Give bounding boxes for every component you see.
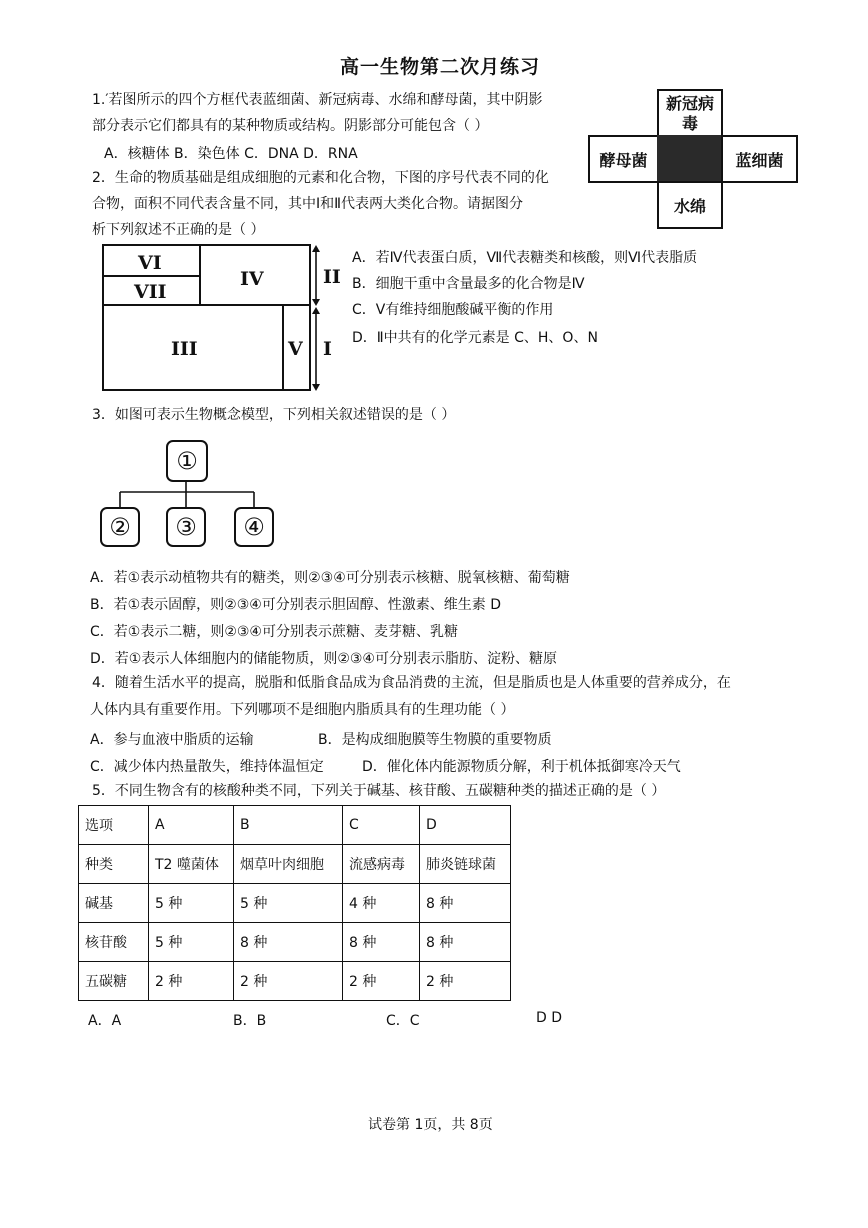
table-cell: 8 种 [343, 923, 420, 962]
q2-stem-line3: 析下列叙述不正确的是（ ） [92, 222, 265, 238]
q2-stem-line1: 2．生命的物质基础是组成细胞的元素和化合物，下图的序号代表不同的化 [92, 170, 549, 186]
q2-option-b: B．细胞干重中含量最多的化合物是Ⅳ [352, 276, 585, 292]
table-row [79, 962, 511, 1001]
q4-option-c: C．减少体内热量散失，维持体温恒定 [90, 759, 324, 775]
table-cell: 8 种 [420, 923, 511, 962]
table-cell: T2 噬菌体 [149, 845, 234, 884]
node-4: ④ [234, 507, 274, 547]
label-vi: VI [138, 252, 162, 274]
outer-area-frame [102, 244, 311, 391]
table-row [79, 845, 511, 884]
q2-option-a: A．若Ⅳ代表蛋白质，Ⅶ代表糖类和核酸，则Ⅵ代表脂质 [352, 250, 698, 266]
arrow-i-head-up [312, 307, 320, 314]
table-cell: 8 种 [420, 884, 511, 923]
tree-connectors-svg [110, 480, 270, 510]
q2-stem-line2: 合物，面积不同代表含量不同，其中Ⅰ和Ⅱ代表两大类化合物。请据图分 [92, 196, 524, 212]
table-cell: 肺炎链球菌 [420, 845, 511, 884]
q3-option-c: C．若①表示二糖，则②③④可分别表示蔗糖、麦芽糖、乳糖 [90, 624, 458, 640]
table-row [79, 806, 511, 845]
q5-option-c: C．C [386, 1013, 420, 1029]
box-cyanobacteria: 蓝细菌 [721, 135, 798, 183]
node-1: ① [166, 440, 208, 482]
table-cell: 2 种 [343, 962, 420, 1001]
table-cell: 种类 [79, 845, 149, 884]
table-cell: 碱基 [79, 884, 149, 923]
table-cell: A [149, 806, 234, 845]
q1-options: A．核糖体 B．染色体 C．DNA D．RNA [104, 146, 358, 162]
page-title: 高一生物第二次月练习 [340, 56, 541, 78]
q2-option-c: C．Ⅴ有维持细胞酸碱平衡的作用 [352, 302, 554, 318]
table-cell: 流感病毒 [343, 845, 420, 884]
label-v: V [288, 338, 303, 360]
divider-iii-v [282, 306, 284, 389]
table-cell: 2 种 [420, 962, 511, 1001]
q5-option-a: A．A [88, 1013, 122, 1029]
box-yeast: 酵母菌 [588, 135, 659, 183]
q1-stem-line2: 部分表示它们都具有的某种物质或结构。阴影部分可能包含（ ） [92, 118, 489, 134]
arrow-ii-head-down [312, 299, 320, 306]
table-cell: 8 种 [234, 923, 343, 962]
q1-stem-line1: 1.′若图所示的四个方框代表蓝细菌、新冠病毒、水绵和酵母菌，其中阴影 [92, 92, 543, 108]
q3-option-a: A．若①表示动植物共有的糖类，则②③④可分别表示核糖、脱氧核糖、葡萄糖 [90, 570, 570, 586]
q4-stem-line2: 人体内具有重要作用。下列哪项不是细胞内脂质具有的生理功能（ ） [90, 702, 515, 718]
table-cell: 5 种 [149, 923, 234, 962]
q5-option-d: D D [536, 1010, 563, 1026]
arrow-i-head-down [312, 384, 320, 391]
table-cell: 选项 [79, 806, 149, 845]
q5-option-b: B．B [233, 1013, 267, 1029]
label-ii: II [323, 266, 341, 288]
q4-option-b: B．是构成细胞膜等生物膜的重要物质 [318, 732, 552, 748]
q3-stem: 3．如图可表示生物概念模型，下列相关叙述错误的是（ ） [92, 407, 456, 423]
table-cell: 核苷酸 [79, 923, 149, 962]
table-cell: 2 种 [234, 962, 343, 1001]
table-cell: 2 种 [149, 962, 234, 1001]
label-iv: IV [240, 268, 264, 290]
bracket-arrows-svg [308, 244, 324, 394]
table-cell: 五碳糖 [79, 962, 149, 1001]
table-cell: 5 种 [234, 884, 343, 923]
q4-stem-line1: 4．随着生活水平的提高，脱脂和低脂食品成为食品消费的主流，但是脂质也是人体重要的营养成分，在 [92, 675, 731, 691]
page-number: 试卷第 1页，共 8页 [368, 1117, 493, 1133]
table-cell: 4 种 [343, 884, 420, 923]
table-cell: D [420, 806, 511, 845]
q3-option-d: D．若①表示人体细胞内的储能物质，则②③④可分别表示脂肪、淀粉、糖原 [90, 651, 557, 667]
shaded-common-area [657, 135, 721, 183]
box-covid-virus: 新冠病毒 [657, 89, 723, 139]
arrow-ii-head-up [312, 245, 320, 252]
q4-option-a: A．参与血液中脂质的运输 [90, 732, 254, 748]
q2-option-d: D．Ⅱ中共有的化学元素是 C、H、O、N [352, 330, 598, 346]
table-cell: 5 种 [149, 884, 234, 923]
q3-option-b: B．若①表示固醇，则②③④可分别表示胆固醇、性激素、维生素 D [90, 597, 502, 613]
box-spirogyra: 水绵 [657, 181, 723, 229]
label-i: I [323, 338, 332, 360]
node-3: ③ [166, 507, 206, 547]
table-row [79, 923, 511, 962]
table-cell: B [234, 806, 343, 845]
table-cell: 烟草叶肉细胞 [234, 845, 343, 884]
table-cell: C [343, 806, 420, 845]
label-vii: VII [134, 281, 167, 303]
node-2: ② [100, 507, 140, 547]
table-row [79, 884, 511, 923]
label-iii: III [171, 338, 198, 360]
divider-ii-i [102, 304, 309, 306]
q4-option-d: D．催化体内能源物质分解，利于机体抵御寒冷天气 [362, 759, 681, 775]
divider-vi-vii [102, 275, 201, 277]
q5-stem: 5．不同生物含有的核酸种类不同，下列关于碱基、核苷酸、五碳糖种类的描述正确的是（ ） [92, 783, 666, 799]
q5-table [78, 805, 511, 1001]
